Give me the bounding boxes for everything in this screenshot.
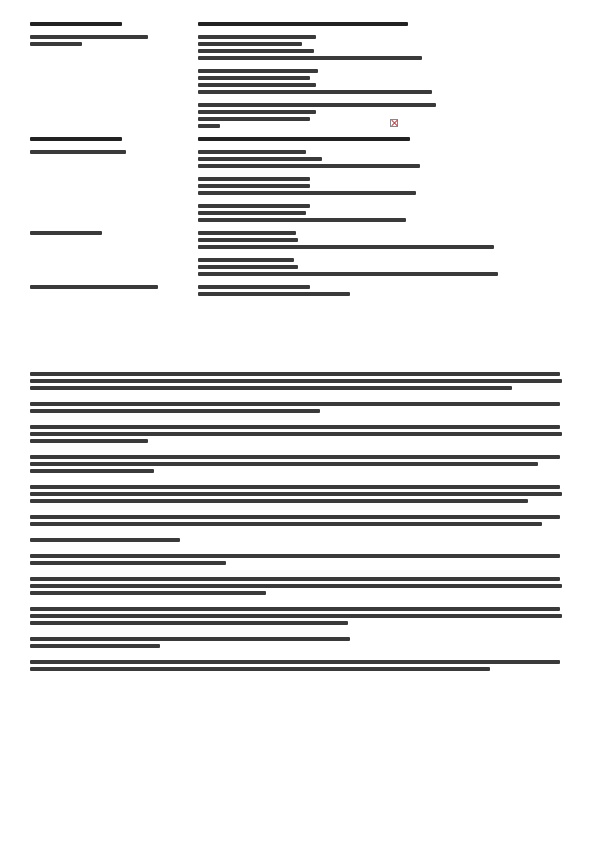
table-row (30, 204, 585, 225)
text-line-placeholder (198, 76, 310, 80)
text-line-placeholder (30, 386, 512, 390)
table-row (30, 285, 585, 299)
table-row (30, 69, 585, 97)
text-line-placeholder (30, 577, 560, 581)
text-line-placeholder (198, 177, 310, 181)
table-row (30, 22, 585, 29)
table-row (30, 150, 585, 171)
table-cell-spec (198, 204, 585, 225)
table-cell-spec (198, 22, 585, 29)
text-line-placeholder (30, 644, 160, 648)
text-line-placeholder (30, 554, 560, 558)
table-row (30, 258, 585, 279)
text-line-placeholder (30, 150, 126, 154)
text-line-placeholder (30, 584, 562, 588)
table-row (30, 35, 585, 63)
text-line-placeholder (198, 103, 436, 107)
table-cell-spec (198, 231, 585, 252)
text-line-placeholder (30, 667, 490, 671)
text-line-placeholder (198, 137, 410, 141)
text-line-placeholder (30, 462, 538, 466)
text-line-placeholder (30, 492, 562, 496)
text-line-placeholder (30, 137, 122, 141)
table-cell-name (30, 177, 198, 198)
text-line-placeholder (198, 292, 350, 296)
paragraph (30, 455, 568, 473)
text-line-placeholder (30, 499, 528, 503)
table-cell-spec (198, 177, 585, 198)
text-line-placeholder (30, 22, 122, 26)
paragraph (30, 515, 568, 526)
text-line-placeholder (30, 42, 82, 46)
text-line-placeholder (198, 150, 306, 154)
text-line-placeholder (198, 42, 302, 46)
text-line-placeholder (30, 469, 154, 473)
text-line-placeholder (198, 211, 306, 215)
text-line-placeholder (30, 372, 560, 376)
table-cell-spec (198, 258, 585, 279)
paragraph (30, 607, 568, 625)
table-cell-name (30, 231, 198, 252)
table-cell-spec (198, 150, 585, 171)
text-line-placeholder (30, 35, 148, 39)
table-cell-name (30, 137, 198, 144)
text-line-placeholder (198, 285, 310, 289)
text-line-placeholder (30, 455, 560, 459)
text-line-placeholder (198, 218, 406, 222)
paragraph (30, 660, 568, 671)
text-line-placeholder (30, 379, 562, 383)
text-line-placeholder (30, 637, 350, 641)
text-line-placeholder (30, 591, 266, 595)
text-line-placeholder (30, 614, 562, 618)
text-line-placeholder (30, 660, 560, 664)
text-line-placeholder (198, 191, 416, 195)
text-line-placeholder (198, 258, 294, 262)
text-line-placeholder (30, 561, 226, 565)
text-line-placeholder (30, 439, 148, 443)
text-line-placeholder (30, 409, 320, 413)
text-line-placeholder (198, 124, 220, 128)
text-line-placeholder (198, 272, 498, 276)
text-line-placeholder (30, 231, 102, 235)
table-row (30, 103, 585, 131)
paragraph (30, 425, 568, 443)
paragraph (30, 538, 568, 542)
table-row (30, 177, 585, 198)
text-line-placeholder (30, 432, 562, 436)
table-cell-name (30, 22, 198, 29)
text-line-placeholder (198, 265, 298, 269)
table-cell-spec (198, 35, 585, 63)
paragraph (30, 554, 568, 565)
text-line-placeholder (198, 110, 316, 114)
text-line-placeholder (198, 69, 318, 73)
text-line-placeholder (198, 117, 310, 121)
text-line-placeholder (198, 231, 296, 235)
text-line-placeholder (30, 402, 560, 406)
table-row (30, 231, 585, 252)
table-cell-name (30, 69, 198, 97)
text-line-placeholder (30, 522, 542, 526)
table-cell-spec (198, 285, 585, 299)
paragraph (30, 485, 568, 503)
table-cell-name (30, 204, 198, 225)
text-line-placeholder (198, 90, 432, 94)
table-cell-name (30, 285, 198, 299)
paragraph (30, 402, 568, 413)
text-line-placeholder (30, 285, 158, 289)
text-line-placeholder (198, 238, 298, 242)
text-line-placeholder (30, 621, 348, 625)
paragraph (30, 637, 568, 648)
table-cell-spec (198, 69, 585, 97)
text-line-placeholder (198, 164, 420, 168)
table-cell-name (30, 103, 198, 131)
table-cell-name (30, 35, 198, 63)
text-line-placeholder (198, 35, 316, 39)
broken-image-icon (390, 119, 398, 127)
text-line-placeholder (198, 157, 322, 161)
table-cell-name (30, 258, 198, 279)
paragraph (30, 577, 568, 595)
text-line-placeholder (30, 425, 560, 429)
paragraph (30, 372, 568, 390)
specifications-table (30, 22, 585, 305)
text-line-placeholder (30, 607, 560, 611)
text-line-placeholder (30, 515, 560, 519)
text-line-placeholder (198, 83, 316, 87)
body-text (30, 372, 568, 683)
text-line-placeholder (198, 22, 408, 26)
table-row (30, 137, 585, 144)
text-line-placeholder (198, 56, 422, 60)
text-line-placeholder (198, 49, 314, 53)
table-cell-name (30, 150, 198, 171)
text-line-placeholder (198, 245, 494, 249)
text-line-placeholder (198, 184, 310, 188)
text-line-placeholder (30, 538, 180, 542)
text-line-placeholder (30, 485, 560, 489)
table-cell-spec (198, 137, 585, 144)
text-line-placeholder (198, 204, 310, 208)
